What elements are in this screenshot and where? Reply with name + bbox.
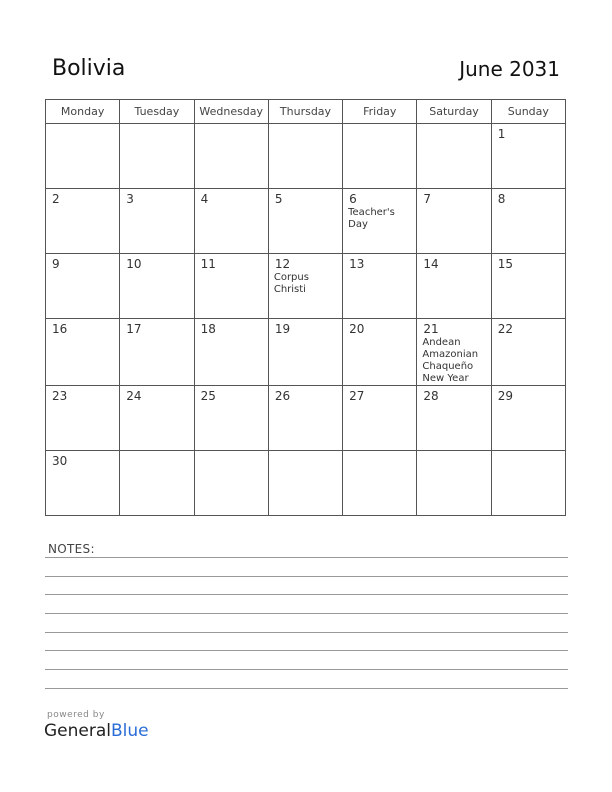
day-number [269,124,342,127]
day-cell [46,254,120,319]
day-cell [417,189,491,254]
day-number: 3 [126,192,134,206]
day-cell [120,124,194,189]
day-cell [120,189,194,254]
day-cell [491,254,565,319]
day-cell [491,386,565,451]
day-cell [46,451,120,516]
day-cell [417,124,491,189]
day-number: 18 [200,322,216,336]
day-cell [343,319,417,386]
day-cell [120,254,194,319]
day-number: 7 [423,192,432,206]
day-number [269,451,342,454]
weekday-header: Sunday [491,100,565,124]
notes-line [45,688,568,689]
day-number: 27 [349,389,365,403]
day-number [195,124,268,127]
day-number: 15 [497,257,513,271]
day-cell [46,124,120,189]
day-number: 10 [126,257,142,271]
notes-line [45,650,568,651]
day-number: 11 [200,257,216,271]
day-cell [268,319,342,386]
week-row [46,451,566,516]
day-number [417,451,490,454]
day-cell [46,386,120,451]
week-row [46,386,566,451]
week-row [46,254,566,319]
day-cell [491,451,565,516]
country-title: Bolivia [52,56,126,81]
weekday-header: Saturday [417,100,491,124]
notes-line [45,613,568,614]
notes-line [45,594,568,595]
day-cell [46,189,120,254]
month-title: June 2031 [459,57,560,81]
weekday-header: Monday [46,100,120,124]
day-number [195,451,268,454]
day-cell [120,386,194,451]
day-number: 30 [52,454,68,468]
day-cell [194,319,268,386]
day-cell [194,451,268,516]
day-cell [268,386,342,451]
day-cell [417,319,491,386]
day-number: 13 [349,257,365,271]
week-row [46,124,566,189]
day-cell [120,319,194,386]
day-cell [268,254,342,319]
day-cell [120,451,194,516]
holiday-label: Andean Amazonian Chaqueño New Year [422,337,479,384]
day-number [343,124,416,127]
notes-label: NOTES: [48,542,95,556]
notes-line [45,576,568,577]
day-cell [194,189,268,254]
notes-line [45,557,568,558]
day-cell [343,254,417,319]
day-cell [46,319,120,386]
day-cell [268,451,342,516]
day-number [120,451,193,454]
day-number: 8 [497,192,506,206]
day-number [120,124,193,127]
day-cell [343,386,417,451]
weekday-header: Thursday [268,100,342,124]
weekday-header-row [46,100,566,124]
holiday-label: Corpus Christi [273,272,309,295]
generalblue-logo [44,721,149,741]
day-number: 21 [423,322,439,336]
day-cell [417,386,491,451]
day-number: 6 [349,192,357,206]
day-number: 24 [126,389,142,403]
day-number: 16 [52,322,68,336]
day-number: 4 [200,192,209,206]
logo-blue-text: Blue [111,721,149,741]
day-cell [491,189,565,254]
day-number: 29 [497,389,513,403]
day-number [343,451,416,454]
weekday-header: Friday [343,100,417,124]
day-number: 12 [274,257,291,271]
day-number: 25 [200,389,216,403]
day-number: 19 [274,322,291,336]
day-number: 14 [423,257,439,271]
day-number: 9 [52,257,60,271]
day-number [46,124,119,127]
day-cell [417,451,491,516]
day-number: 2 [52,192,60,206]
day-number: 17 [126,322,142,336]
day-number: 1 [497,127,506,141]
day-cell [491,124,565,189]
day-number: 22 [497,322,513,336]
weekday-header: Wednesday [194,100,268,124]
week-row [46,189,566,254]
day-number: 26 [274,389,291,403]
notes-line [45,669,568,670]
day-cell [194,386,268,451]
day-number: 28 [423,389,439,403]
notes-line [45,632,568,633]
week-row [46,319,566,386]
day-number: 20 [349,322,365,336]
day-number: 5 [274,192,283,206]
holiday-label: Teacher's Day [348,207,395,230]
day-cell [343,189,417,254]
calendar-grid [45,99,566,516]
day-cell [194,254,268,319]
day-cell [268,124,342,189]
day-cell [268,189,342,254]
day-cell [417,254,491,319]
day-number: 23 [52,389,68,403]
day-cell [343,124,417,189]
day-cell [491,319,565,386]
day-number [492,451,565,454]
day-number [417,124,490,127]
weekday-header: Tuesday [120,100,194,124]
powered-by-text: powered by [47,710,105,720]
day-cell [343,451,417,516]
day-cell [194,124,268,189]
logo-general-text: General [44,721,111,741]
